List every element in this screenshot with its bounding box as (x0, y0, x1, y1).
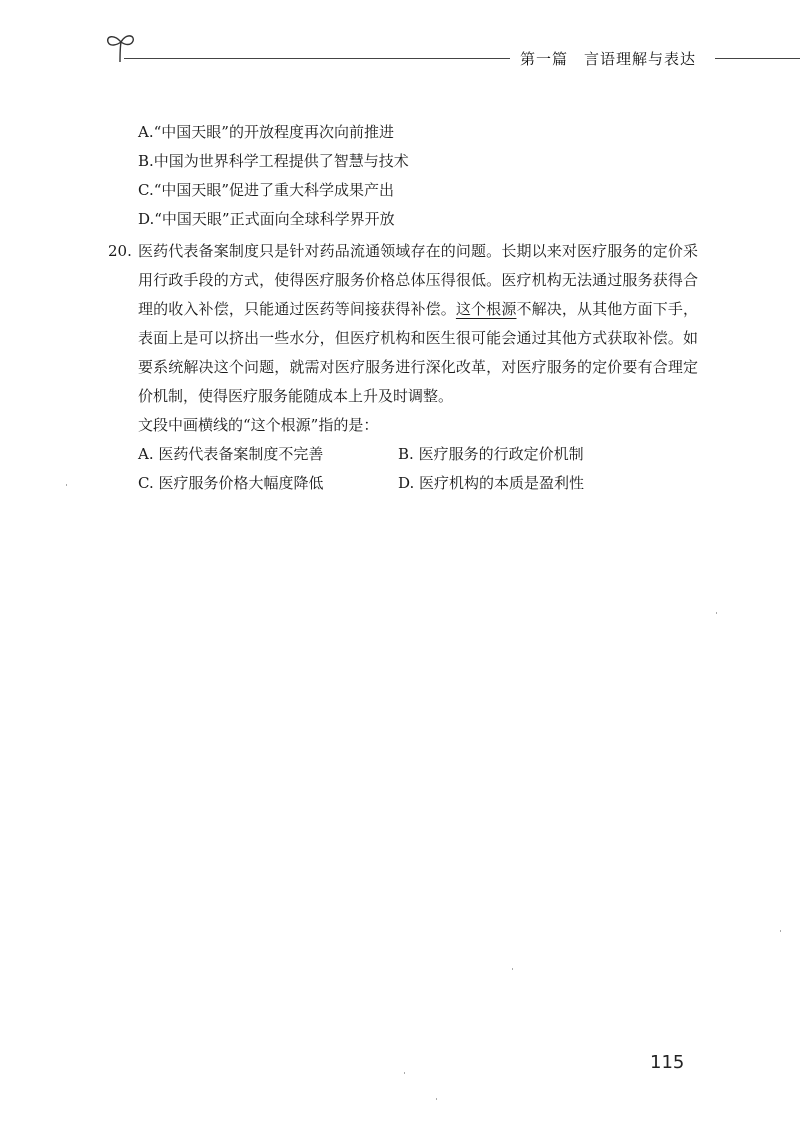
option-label: C. (138, 181, 154, 199)
choice-label: B. (398, 445, 414, 463)
page-header (100, 30, 800, 70)
choice-text: 医疗服务的行政定价机制 (418, 445, 584, 463)
choice-a (138, 440, 398, 469)
scan-speck (66, 484, 67, 486)
page-content (108, 118, 698, 498)
choice-b (398, 440, 698, 469)
question-passage (138, 237, 698, 411)
option-label: A. (138, 123, 154, 141)
answer-choices (138, 440, 698, 498)
option-label: B. (138, 152, 154, 170)
option-text: “中国天眼”正式面向全球科学界开放 (154, 210, 395, 228)
header-rule-left (124, 58, 510, 59)
page-number: 115 (650, 1052, 685, 1073)
header-rule-right (715, 58, 800, 59)
question-number: 20. (108, 242, 132, 260)
scan-speck (436, 1098, 437, 1100)
choice-c (138, 469, 398, 498)
passage-text-after: 不解决，从其他方面下手，表面上是可以挤出一些水分，但医疗机构和医生很可能会通过其他方式获取补偿。如要系统解决这个问题，就需对医疗服务进行深化改革，对医疗服务的定价要有合理定价机制，使得医疗服务能随成本上升及时调整。 (138, 300, 698, 405)
underlined-phrase: 这个根源 (455, 300, 517, 318)
question-prompt: 文段中画横线的“这个根源”指的是： (138, 416, 379, 434)
prev-option-c (108, 176, 698, 205)
choice-d (398, 469, 698, 498)
prev-option-d (108, 205, 698, 234)
scan-speck (780, 930, 781, 932)
option-label: D. (138, 210, 155, 228)
scan-speck (404, 1072, 405, 1074)
choice-text: 医疗机构的本质是盈利性 (419, 474, 585, 492)
choice-label: D. (398, 474, 415, 492)
choice-text: 医药代表备案制度不完善 (158, 445, 324, 463)
section-title: 第一篇 言语理解与表达 (520, 50, 697, 68)
question-20 (108, 237, 698, 498)
choice-text: 医疗服务价格大幅度降低 (158, 474, 324, 492)
scan-speck (716, 612, 717, 614)
choice-label: C. (138, 474, 154, 492)
scan-speck (512, 968, 513, 970)
choice-label: A. (138, 445, 154, 463)
option-text: 中国为世界科学工程提供了智慧与技术 (153, 152, 409, 170)
prev-option-a (108, 118, 698, 147)
option-text: “中国天眼”的开放程度再次向前推进 (153, 123, 394, 141)
option-text: “中国天眼”促进了重大科学成果产出 (153, 181, 395, 199)
passage-text-before: 医药代表备案制度只是针对药品流通领域存在的问题。长期以来对医疗服务的定价采用行政手段的方式，使得医疗服务价格总体压得很低。医疗机构无法通过服务获得合理的收入补偿，只能通过医药等间接获得补偿。 (138, 242, 698, 318)
prev-option-b (108, 147, 698, 176)
